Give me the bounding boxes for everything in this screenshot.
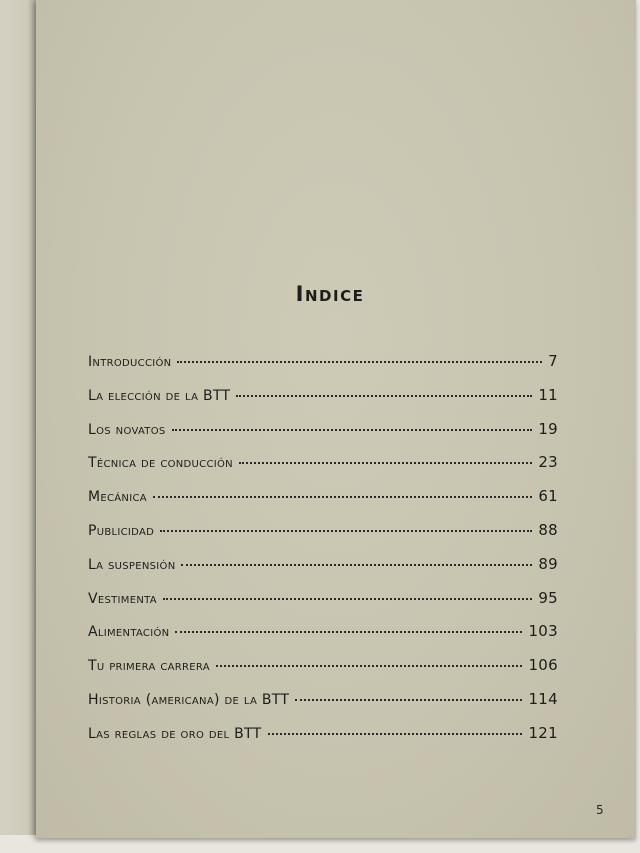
dot-leader bbox=[160, 530, 532, 532]
dot-leader bbox=[236, 395, 532, 397]
dot-leader bbox=[268, 733, 523, 735]
toc-entry-page: 23 bbox=[538, 453, 558, 472]
toc-entry-label: Las reglas de oro del BTT bbox=[88, 725, 262, 742]
toc-entry bbox=[88, 724, 558, 758]
toc-entry bbox=[88, 521, 558, 555]
toc-entry-label: Alimentación bbox=[88, 624, 170, 641]
toc-entry-label: La elección de la BTT bbox=[88, 387, 231, 404]
left-page-edge bbox=[0, 0, 40, 853]
toc-entry-label: Técnica de conducción bbox=[88, 455, 233, 472]
dot-leader bbox=[239, 462, 532, 464]
toc-entry-page: 61 bbox=[538, 487, 558, 506]
toc-entry-label: Los novatos bbox=[88, 421, 166, 438]
toc-entry-page: 114 bbox=[528, 689, 558, 708]
toc-entry-page: 106 bbox=[528, 656, 558, 675]
toc-entry-page: 95 bbox=[538, 588, 558, 607]
toc-entry-label: Publicidad bbox=[88, 522, 155, 539]
toc-entry bbox=[88, 453, 558, 487]
toc-entry-label: Historia (americana) de la BTT bbox=[88, 691, 290, 708]
toc-entry bbox=[88, 420, 558, 454]
table-of-contents bbox=[88, 352, 558, 758]
toc-entry-page: 11 bbox=[538, 385, 558, 404]
toc-entry bbox=[88, 352, 558, 386]
toc-entry bbox=[88, 589, 558, 623]
toc-entry-label: Mecánica bbox=[88, 489, 147, 506]
dot-leader bbox=[216, 665, 523, 667]
page-title: Indice bbox=[295, 282, 365, 306]
dot-leader bbox=[163, 598, 532, 600]
toc-entry-label: La suspensión bbox=[88, 556, 176, 573]
dot-leader bbox=[181, 564, 532, 566]
toc-entry-page: 88 bbox=[538, 520, 558, 539]
toc-entry bbox=[88, 386, 558, 420]
toc-entry bbox=[88, 487, 558, 521]
toc-entry-label: Tu primera carrera bbox=[88, 658, 210, 675]
toc-entry bbox=[88, 555, 558, 589]
dot-leader bbox=[153, 496, 532, 498]
dot-leader bbox=[172, 429, 533, 431]
toc-entry bbox=[88, 690, 558, 724]
toc-entry-page: 103 bbox=[528, 622, 558, 641]
dot-leader bbox=[175, 631, 522, 633]
toc-entry-page: 19 bbox=[538, 419, 558, 438]
toc-entry-label: Introducción bbox=[88, 354, 172, 370]
toc-entry-label: Vestimenta bbox=[88, 590, 157, 607]
toc-entry-page: 89 bbox=[538, 554, 558, 573]
toc-entry bbox=[88, 622, 558, 656]
dot-leader bbox=[295, 699, 522, 701]
toc-entry-page: 121 bbox=[528, 723, 558, 742]
toc-entry bbox=[88, 656, 558, 690]
toc-entry-page: 7 bbox=[548, 352, 558, 370]
page-number: 5 bbox=[596, 803, 604, 817]
dot-leader bbox=[177, 361, 542, 363]
